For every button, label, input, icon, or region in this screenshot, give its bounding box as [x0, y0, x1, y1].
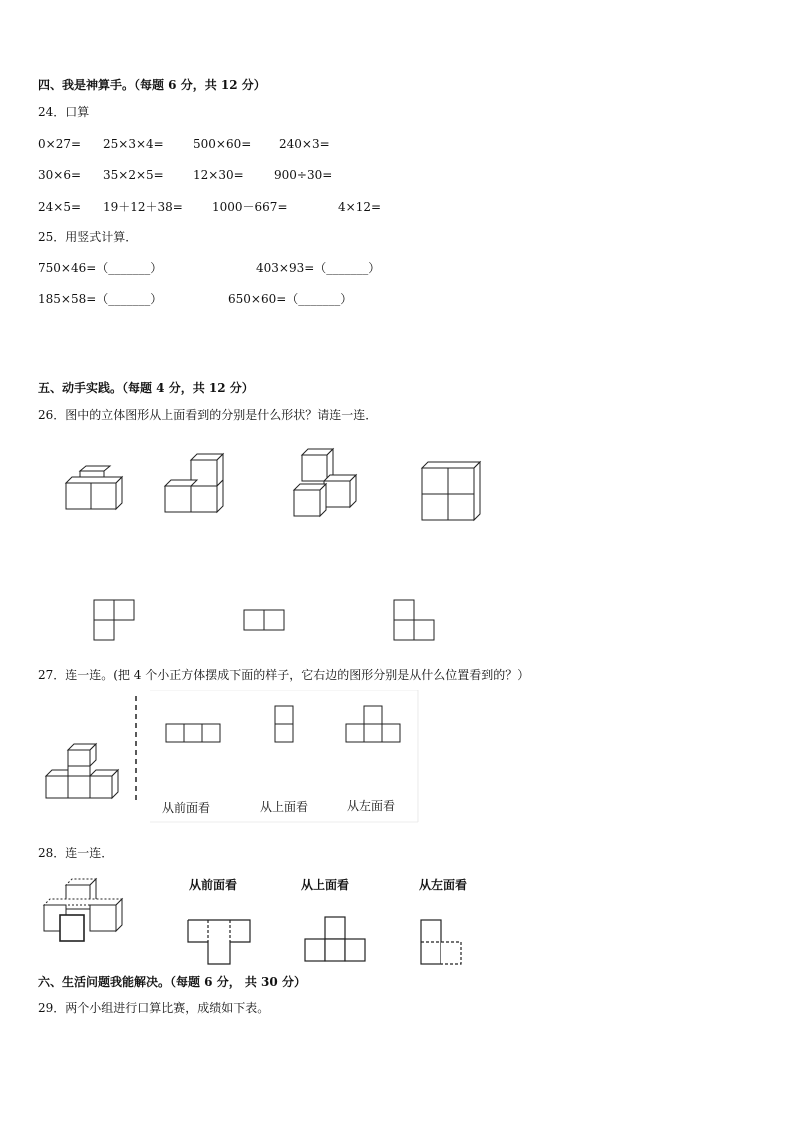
section5-heading: 五、动手实践。（每题 4 分，共 12 分）: [38, 381, 254, 395]
q24-r3c1: 24×5=: [38, 200, 82, 214]
q24-r1c2: 25×3×4=: [103, 137, 164, 151]
q25-item3: 185×58=（_______）: [38, 292, 163, 306]
q28-view-left: [419, 918, 465, 966]
q24-title: 24．口算: [38, 105, 90, 119]
q27-view-top: [273, 704, 297, 746]
q27-title: 27．连一连。(把 4 个小正方体摆成下面的样子，它右边的图形分别是从什么位置看到的？）: [38, 668, 530, 682]
q25-title: 25．用竖式计算．: [38, 230, 138, 244]
q24-r1c4: 240×3=: [279, 137, 330, 151]
q28-label-left: 从左面看: [419, 878, 468, 892]
q28-view-front: [186, 918, 256, 966]
q27-label-left: 从左面看: [347, 799, 396, 813]
q24-r1c3: 500×60=: [193, 137, 252, 151]
q27-view-left: [344, 704, 404, 746]
q28-label-top: 从上面看: [301, 878, 350, 892]
q25-item4: 650×60=（_______）: [228, 292, 353, 306]
q27-dashed-divider: [133, 696, 139, 806]
q27-view-front: [164, 722, 224, 746]
q26-topview-1: [92, 598, 138, 644]
q26-solid-2: [163, 452, 229, 518]
q25-item2: 403×93=（_______）: [256, 261, 381, 275]
q24-r3c2: 19＋12＋38=: [103, 200, 183, 214]
q26-topview-3: [392, 598, 438, 644]
q24-r2c4: 900÷30=: [274, 168, 333, 182]
q24-r1c1: 0×27=: [38, 137, 82, 151]
q24-r2c2: 35×2×5=: [103, 168, 164, 182]
q28-title: 28．连一连．: [38, 846, 114, 860]
section6-heading: 六、生活问题我能解决。（每题 6 分， 共 30 分）: [38, 975, 306, 989]
q24-r2c1: 30×6=: [38, 168, 82, 182]
q26-title: 26．图中的立体图形从上面看到的分别是什么形状？请连一连．: [38, 408, 378, 422]
q29-title: 29．两个小组进行口算比赛，成绩如下表。: [38, 1001, 270, 1015]
q26-topview-2: [242, 608, 288, 634]
q26-solid-4: [418, 458, 484, 524]
q24-r3c4: 4×12=: [338, 200, 382, 214]
q28-label-front: 从前面看: [189, 878, 238, 892]
q26-solid-1: [60, 465, 130, 515]
q28-solid: [42, 877, 126, 945]
q26-solid-3: [290, 446, 364, 520]
q24-r3c3: 1000－667=: [212, 200, 288, 214]
q28-view-top: [303, 915, 373, 965]
q27-label-top: 从上面看: [260, 800, 309, 814]
q27-label-front: 从前面看: [162, 801, 211, 815]
section4-heading: 四、我是神算手。（每题 6 分，共 12 分）: [38, 78, 266, 92]
q25-item1: 750×46=（_______）: [38, 261, 163, 275]
q27-solid: [44, 740, 126, 802]
q24-r2c3: 12×30=: [193, 168, 244, 182]
